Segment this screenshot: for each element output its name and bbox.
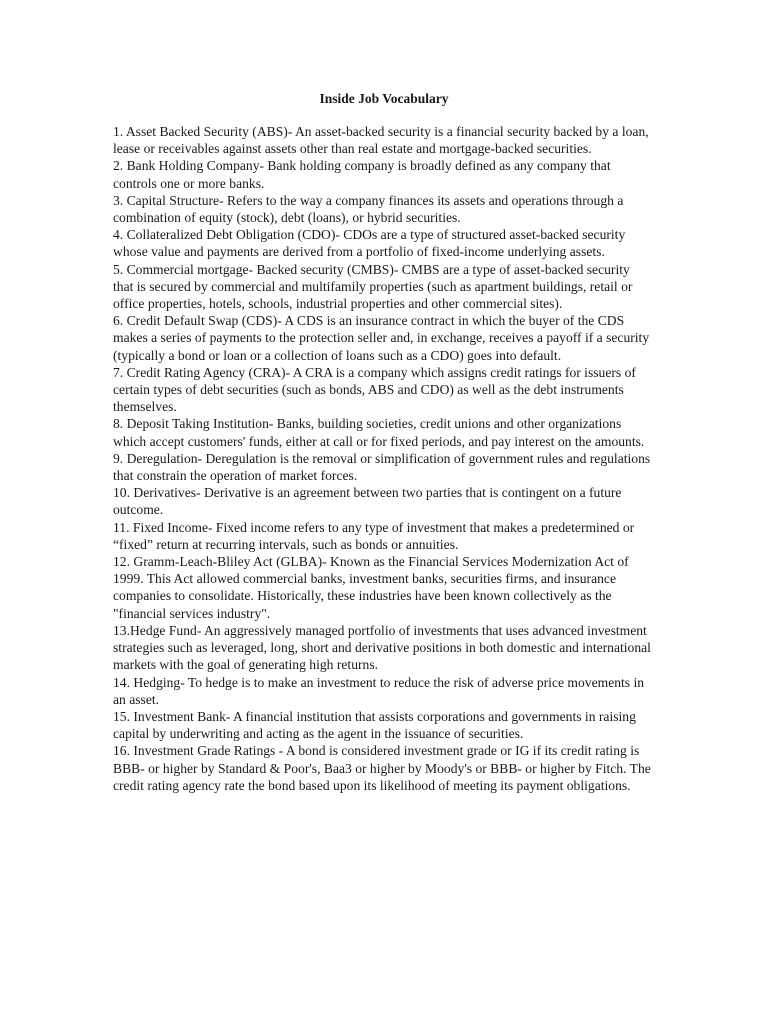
vocabulary-entry: 15. Investment Bank- A financial institution that assists corporations and governments in raising capital by underwriting and acting as the agent in the issuance of securities. <box>113 708 636 742</box>
vocabulary-entry: 12. Gramm-Leach-Bliley Act (GLBA)- Known as the Financial Services Modernization Act of 1999. This Act allowed commercial banks, investment banks, securities firms, and insurance companies to consolidate. Historically, these industries have been known collectively as the "financial services industry". <box>113 554 629 621</box>
vocabulary-list <box>113 123 653 794</box>
vocabulary-entry: 7. Credit Rating Agency (CRA)- A CRA is a company which assigns credit ratings for issuers of certain types of debt securities (such as bonds, ABS and CDO) as well as the debt instruments themselves. <box>113 364 636 415</box>
document-title: Inside Job Vocabulary <box>319 91 449 106</box>
vocabulary-entry: 16. Investment Grade Ratings - A bond is considered investment grade or IG if its credit rating is BBB- or higher by Standard & Poor's, Baa3 or higher by Moody's or BBB- or higher by Fitch. The credit rating agency rate the bond based upon its likelihood of meeting its payment obligations. <box>113 743 651 793</box>
vocabulary-entry: 11. Fixed Income- Fixed income refers to any type of investment that makes a predetermined or “fixed” return at recurring intervals, such as bonds or annuities. <box>113 519 635 552</box>
vocabulary-entry: 10. Derivatives- Derivative is an agreement between two parties that is contingent on a future outcome. <box>113 485 622 518</box>
vocabulary-entry: 5. Commercial mortgage- Backed security (CMBS)- CMBS are a type of asset-backed security that is secured by commercial and multifamily properties (such as apartment buildings, retail or office properties, hotels, schools, industrial properties and other commercial sites). <box>113 261 633 312</box>
vocabulary-entry: 13.Hedge Fund- An aggressively managed portfolio of investments that uses advanced investment strategies such as leveraged, long, short and derivative positions in both domestic and international markets with the goal of generating high returns. <box>113 622 651 673</box>
vocabulary-entry: 2. Bank Holding Company- Bank holding company is broadly defined as any company that controls one or more banks. <box>113 158 611 191</box>
vocabulary-entry: 8. Deposit Taking Institution- Banks, building societies, credit unions and other organizations which accept customers' funds, either at call or for fixed periods, and pay interest on the amounts. <box>113 416 645 449</box>
vocabulary-entry: 6. Credit Default Swap (CDS)- A CDS is an insurance contract in which the buyer of the CDS makes a series of payments to the protection seller and, in exchange, receives a payoff if a security (typically a bond or loan or a collection of loans such as a CDO) goes into default. <box>113 313 650 363</box>
vocabulary-entry: 14. Hedging- To hedge is to make an investment to reduce the risk of adverse price movements in an asset. <box>113 674 645 707</box>
vocabulary-entry: 4. Collateralized Debt Obligation (CDO)- CDOs are a type of structured asset-backed security whose value and payments are derived from a portfolio of fixed-income underlying assets. <box>113 227 626 260</box>
vocabulary-entry: 1. Asset Backed Security (ABS)- An asset-backed security is a financial security backed by a loan, lease or receivables against assets other than real estate and mortgage-backed securities. <box>113 124 649 157</box>
vocabulary-entry: 9. Deregulation- Deregulation is the removal or simplification of government rules and regulations that constrain the operation of market forces. <box>113 450 651 484</box>
vocabulary-entry: 3. Capital Structure- Refers to the way a company finances its assets and operations through a combination of equity (stock), debt (loans), or hybrid securities. <box>113 192 624 226</box>
